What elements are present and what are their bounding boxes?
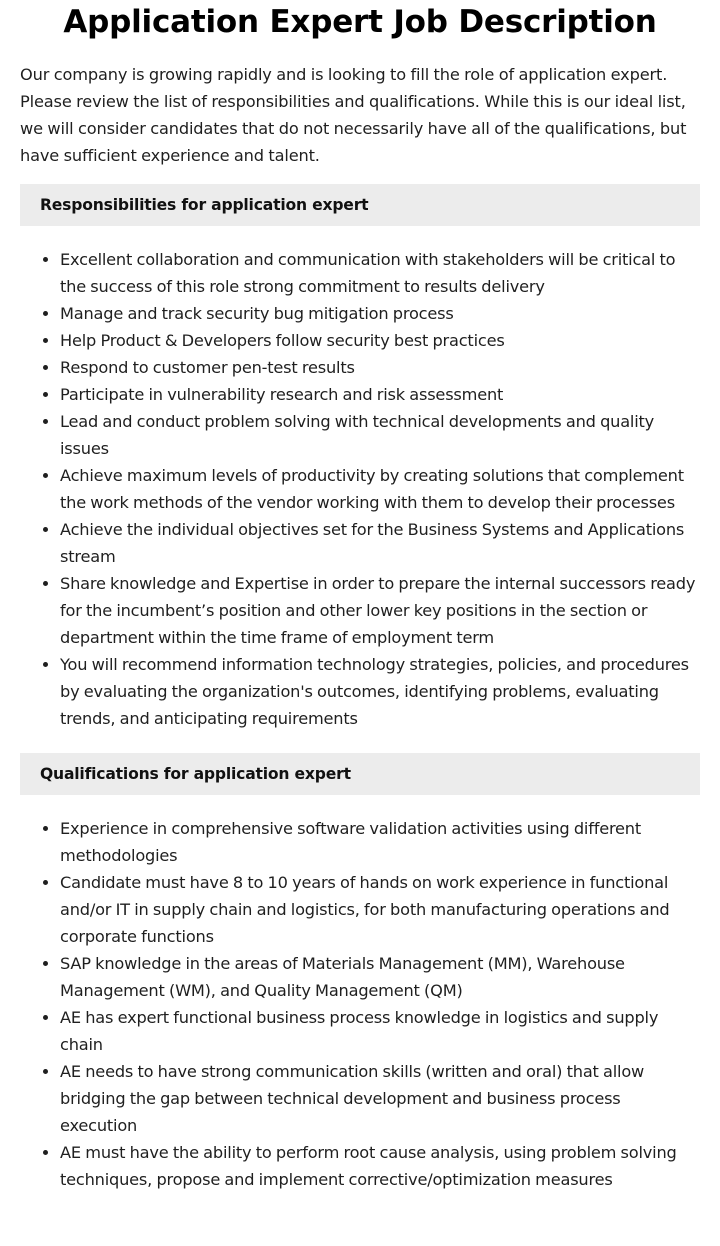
list-item: • Respond to customer pen-test results	[60, 354, 700, 381]
list-item: • AE has expert functional business process knowledge in logistics and supply chain	[60, 1004, 700, 1058]
list-item: • SAP knowledge in the areas of Materials Management (MM), Warehouse Management (WM), and Quality Management (QM)	[60, 950, 700, 1004]
list-item: • Share knowledge and Expertise in order to prepare the internal successors ready for the incumbent’s position and other lower key positions in the section or department within the time frame of employment term	[60, 570, 700, 651]
list-item: • You will recommend information technology strategies, policies, and procedures by evaluating the organization's outcomes, identifying problems, evaluating trends, and anticipating requirements	[60, 651, 700, 732]
list-item: • Participate in vulnerability research and risk assessment	[60, 381, 700, 408]
list-item: • Experience in comprehensive software validation activities using different methodologies	[60, 815, 700, 869]
list-item: • Help Product & Developers follow security best practices	[60, 327, 700, 354]
list-item: • Lead and conduct problem solving with technical developments and quality issues	[60, 408, 700, 462]
intro-paragraph: Our company is growing rapidly and is looking to fill the role of application expert. Please review the list of responsibilities and qualifications. While this is our ideal list, we will consider candidates that do not necessarily have all of the qualifications, but have sufficient experience and talent.	[20, 65, 687, 165]
responsibilities-list	[20, 246, 700, 732]
page-title: Application Expert Job Description	[63, 4, 657, 40]
list-item: • Excellent collaboration and communication with stakeholders will be critical to the success of this role strong commitment to results delivery	[60, 246, 700, 300]
list-item: • Candidate must have 8 to 10 years of hands on work experience in functional and/or IT in supply chain and logistics, for both manufacturing operations and corporate functions	[60, 869, 700, 950]
responsibilities-heading: Responsibilities for application expert	[20, 184, 700, 226]
list-item: • Achieve the individual objectives set for the Business Systems and Applications stream	[60, 516, 700, 570]
qualifications-list	[20, 815, 700, 1193]
qualifications-heading: Qualifications for application expert	[20, 753, 700, 795]
list-item: • AE must have the ability to perform root cause analysis, using problem solving techniques, propose and implement corrective/optimization measures	[60, 1139, 700, 1193]
list-item: • Achieve maximum levels of productivity by creating solutions that complement the work methods of the vendor working with them to develop their processes	[60, 462, 700, 516]
list-item: • Manage and track security bug mitigation process	[60, 300, 700, 327]
list-item: • AE needs to have strong communication skills (written and oral) that allow bridging the gap between technical development and business process execution	[60, 1058, 700, 1139]
